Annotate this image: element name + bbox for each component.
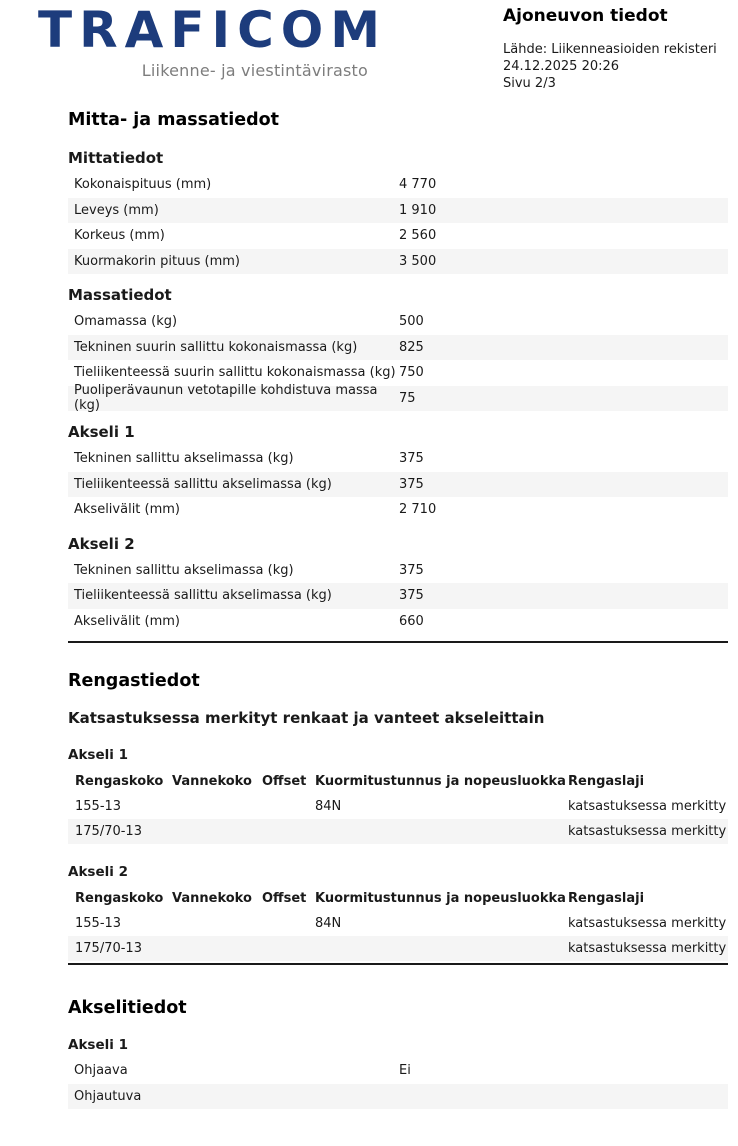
cell-kuormitustunnus: 84N: [315, 799, 342, 814]
row-label: Ohjaava: [74, 1063, 128, 1079]
row-value: 1 910: [399, 202, 437, 218]
row-value: 750: [399, 365, 424, 381]
group-akseli-2-massat: [68, 535, 728, 635]
column-header: Vannekoko: [172, 891, 252, 906]
page-title: Ajoneuvon tiedot: [503, 6, 668, 26]
table-row: [68, 446, 728, 472]
source-line: Lähde: Liikenneasioiden rekisteri: [503, 42, 717, 57]
group-title: Akseli 2: [68, 534, 135, 553]
row-value: 375: [399, 476, 424, 492]
column-header: Offset: [262, 891, 307, 906]
tire-table-header: [68, 769, 728, 794]
section-divider: [68, 963, 728, 965]
row-value: 660: [399, 613, 424, 629]
datetime-line: 24.12.2025 20:26: [503, 59, 620, 74]
row-label: Leveys (mm): [74, 202, 159, 218]
document-meta: [503, 41, 733, 92]
section-title-rengastiedot: Rengastiedot: [68, 671, 200, 691]
cell-rengaskoko: 175/70-13: [75, 941, 142, 956]
row-value: 2 710: [399, 502, 437, 518]
row-value: 375: [399, 562, 424, 578]
column-header: Vannekoko: [172, 774, 252, 789]
group-title: Mittatiedot: [68, 149, 164, 167]
tire-axle-2: [68, 864, 728, 961]
group-akseli-1-massat: [68, 423, 728, 523]
column-header: Kuormitustunnus ja nopeusluokka: [315, 891, 566, 906]
table-row: [68, 172, 728, 198]
cell-rengaskoko: 155-13: [75, 799, 122, 814]
table-row: [68, 198, 728, 224]
row-label: Tieliikenteessä sallittu akselimassa (kg): [74, 588, 332, 604]
tire-table-header: [68, 886, 728, 911]
row-value: 2 560: [399, 228, 437, 244]
section-title-mitta-ja-massatiedot: Mitta- ja massatiedot: [68, 110, 280, 130]
tire-table-row: [68, 936, 728, 961]
group-title: Massatiedot: [68, 286, 172, 304]
row-label: Ohjautuva: [74, 1088, 142, 1104]
column-header: Rengaslaji: [568, 891, 645, 906]
table-row: [68, 1058, 728, 1084]
row-label: Tekninen sallittu akselimassa (kg): [74, 562, 294, 578]
row-value: 375: [399, 451, 424, 467]
table-row: [68, 335, 728, 361]
traficom-logo-text: TRAFICOM: [38, 1, 388, 59]
axle-title: Akseli 1: [68, 747, 128, 763]
cell-rengaskoko: 175/70-13: [75, 824, 142, 839]
table-row: [68, 583, 728, 609]
column-header: Rengaskoko: [75, 774, 164, 789]
rengastiedot-subtitle: Katsastuksessa merkityt renkaat ja vanteet akseleittain: [68, 709, 545, 727]
row-label: Kokonaispituus (mm): [74, 177, 212, 193]
row-value: 75: [399, 390, 416, 406]
group-mittatiedot: [68, 149, 728, 274]
tire-table-row: [68, 794, 728, 819]
tire-table-row: [68, 911, 728, 936]
document-header-block: [503, 6, 733, 92]
page-number: Sivu 2/3: [503, 76, 556, 91]
table-row: [68, 497, 728, 523]
row-label: Korkeus (mm): [74, 228, 165, 244]
table-row: [68, 383, 728, 414]
cell-rengaskoko: 155-13: [75, 916, 122, 931]
row-value: 3 500: [399, 253, 437, 269]
table-row: [68, 223, 728, 249]
table-row: [68, 360, 728, 386]
section-divider: [68, 641, 728, 643]
row-label: Tekninen sallittu akselimassa (kg): [74, 451, 294, 467]
table-row: [68, 249, 728, 275]
cell-rengaslaji: katsastuksessa merkitty: [568, 941, 727, 956]
table-row: [68, 309, 728, 335]
row-label: Kuormakorin pituus (mm): [74, 253, 240, 269]
row-value: 825: [399, 339, 424, 355]
section-title-akselitiedot: Akselitiedot: [68, 998, 187, 1018]
cell-rengaslaji: katsastuksessa merkitty: [568, 916, 727, 931]
cell-rengaslaji: katsastuksessa merkitty: [568, 799, 727, 814]
row-label: Puoliperävaunun vetotapille kohdistuva massa (kg): [74, 383, 378, 414]
row-label: Akselivälit (mm): [74, 613, 180, 629]
tire-axle-1: [68, 747, 728, 844]
cell-rengaslaji: katsastuksessa merkitty: [568, 824, 727, 839]
row-label: Akselivälit (mm): [74, 502, 180, 518]
group-massatiedot: [68, 286, 728, 414]
row-value: 375: [399, 588, 424, 604]
axle-title: Akseli 2: [68, 864, 128, 880]
traficom-logo-subtitle: Liikenne- ja viestintävirasto: [141, 60, 368, 80]
row-value: Ei: [399, 1063, 411, 1079]
column-header: Offset: [262, 774, 307, 789]
tire-table-row: [68, 819, 728, 844]
axle-title: Akseli 1: [68, 1037, 128, 1053]
table-row: [68, 609, 728, 635]
row-label: Tieliikenteessä suurin sallittu kokonaismassa (kg): [74, 365, 396, 381]
group-title: Akseli 1: [68, 423, 135, 441]
column-header: Rengaskoko: [75, 891, 164, 906]
row-value: 4 770: [399, 177, 437, 193]
group-akseli-1-tiedot: [68, 1037, 728, 1109]
row-value: 500: [399, 314, 424, 330]
table-row: [68, 558, 728, 584]
row-label: Omamassa (kg): [74, 314, 178, 330]
row-label: Tieliikenteessä sallittu akselimassa (kg): [74, 476, 332, 492]
table-row: [68, 472, 728, 498]
row-label: Tekninen suurin sallittu kokonaismassa (kg): [74, 339, 358, 355]
column-header: Kuormitustunnus ja nopeusluokka: [315, 774, 566, 789]
cell-kuormitustunnus: 84N: [315, 916, 342, 931]
traficom-logo: [38, 1, 388, 80]
document-body: [68, 104, 728, 1109]
table-row: [68, 1084, 728, 1110]
column-header: Rengaslaji: [568, 774, 645, 789]
